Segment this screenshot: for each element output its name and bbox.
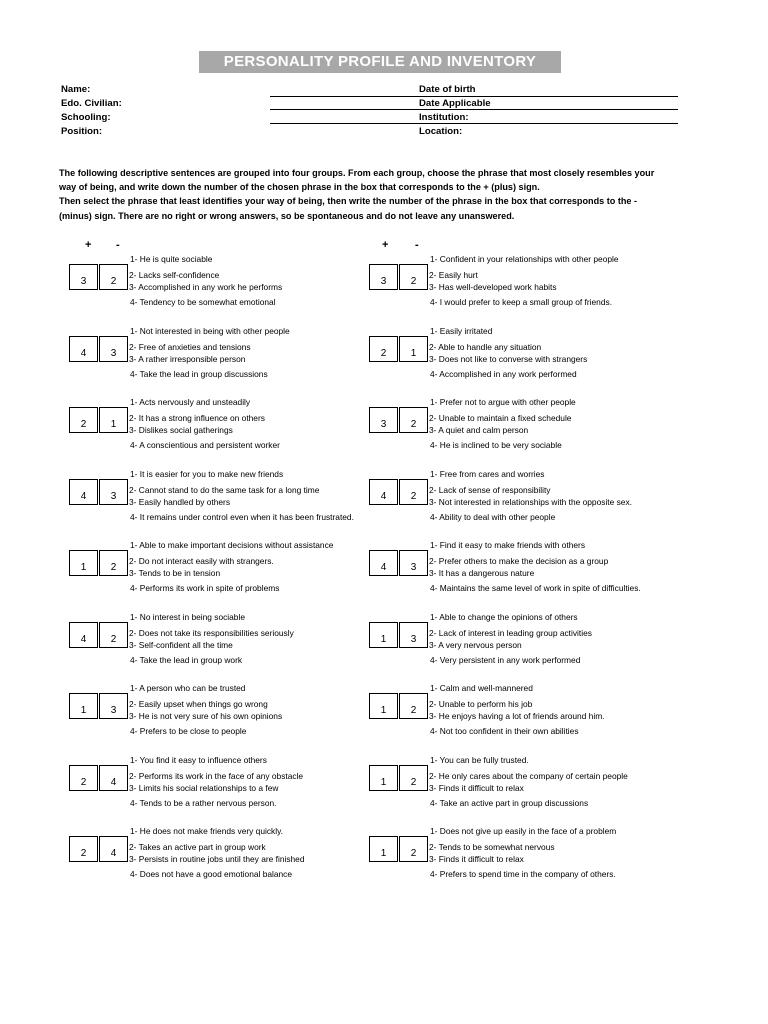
phrase-option: 3- Limits his social relationships to a few bbox=[129, 782, 279, 793]
phrase-option: 3- Not interested in relationships with the opposite sex. bbox=[429, 496, 632, 507]
phrase-option: 1- Prefer not to argue with other people bbox=[430, 397, 576, 407]
phrase-option: 4- Take the lead in group discussions bbox=[130, 368, 268, 379]
minus-answer-box[interactable]: 4 bbox=[99, 836, 128, 862]
plus-answer-box[interactable]: 1 bbox=[369, 836, 398, 862]
field-underline bbox=[270, 123, 678, 124]
phrase-option: 2- Prefer others to make the decision as a group bbox=[429, 556, 609, 566]
phrase-option: 4- Prefers to be close to people bbox=[130, 726, 247, 736]
phrase-option: 2- Lack of sense of responsibility bbox=[429, 484, 551, 495]
name-label: Name: bbox=[61, 84, 91, 95]
question-group bbox=[69, 469, 369, 533]
phrase-option: 3- Easily handled by others bbox=[129, 496, 231, 507]
minus-answer-box[interactable]: 2 bbox=[99, 264, 128, 290]
phrase-option: 1- Free from cares and worries bbox=[430, 468, 545, 479]
plus-header: + bbox=[85, 239, 92, 251]
phrase-option: 1- A person who can be trusted bbox=[130, 683, 246, 693]
plus-answer-box[interactable]: 4 bbox=[69, 479, 98, 505]
phrase-option: 2- Unable to perform his job bbox=[429, 699, 533, 709]
minus-answer-box[interactable]: 2 bbox=[399, 407, 428, 433]
instructions bbox=[59, 166, 689, 223]
instructions-line: The following descriptive sentences are grouped into four groups. From each group, choose the phrase that most closely resembles your bbox=[59, 168, 655, 178]
page-title: PERSONALITY PROFILE AND INVENTORY bbox=[199, 51, 561, 73]
question-group bbox=[69, 683, 369, 747]
phrase-option: 4- Very persistent in any work performed bbox=[430, 654, 581, 665]
phrase-option: 1- Easily irritated bbox=[430, 325, 493, 336]
question-group bbox=[69, 755, 369, 819]
phrase-option: 2- Able to handle any situation bbox=[429, 341, 542, 352]
plus-answer-box[interactable]: 3 bbox=[369, 407, 398, 433]
minus-answer-box[interactable]: 1 bbox=[99, 407, 128, 433]
question-group bbox=[369, 397, 669, 461]
plus-answer-box[interactable]: 4 bbox=[369, 550, 398, 576]
question-group bbox=[69, 397, 369, 461]
plus-answer-box[interactable]: 1 bbox=[369, 622, 398, 648]
phrase-option: 2- Cannot stand to do the same task for a long time bbox=[129, 484, 320, 495]
phrase-option: 1- Not interested in being with other people bbox=[130, 325, 290, 336]
instructions-line: Then select the phrase that least identifies your way of being, then write the number of the phrase in the box that corresponds to the - bbox=[59, 196, 638, 207]
phrase-option: 1- He does not make friends very quickly. bbox=[130, 826, 283, 836]
institution-label: Institution: bbox=[419, 112, 469, 123]
phrase-option: 4- Accomplished in any work performed bbox=[430, 368, 577, 379]
phrase-option: 2- Lack of interest in leading group activities bbox=[429, 627, 592, 638]
date-applicable-label: Date Applicable bbox=[419, 98, 491, 109]
question-group bbox=[369, 540, 669, 604]
minus-answer-box[interactable]: 2 bbox=[399, 264, 428, 290]
question-group bbox=[69, 540, 369, 604]
question-group bbox=[369, 826, 669, 890]
instructions-line: way of being, and write down the number of the chosen phrase in the box that corresponds to the + (plus) sign. bbox=[59, 182, 540, 193]
phrase-option: 2- Does not take its responsibilities seriously bbox=[129, 627, 294, 638]
phrase-option: 3- A very nervous person bbox=[429, 639, 522, 650]
minus-answer-box[interactable]: 3 bbox=[99, 479, 128, 505]
plus-answer-box[interactable]: 2 bbox=[69, 407, 98, 433]
question-group bbox=[369, 326, 669, 390]
phrase-option: 1- Calm and well-mannered bbox=[430, 683, 533, 693]
question-group bbox=[69, 326, 369, 390]
plus-answer-box[interactable]: 1 bbox=[69, 693, 98, 719]
question-group bbox=[69, 612, 369, 676]
plus-answer-box[interactable]: 4 bbox=[369, 479, 398, 505]
phrase-option: 4- I would prefer to keep a small group of friends. bbox=[430, 297, 613, 307]
plus-answer-box[interactable]: 1 bbox=[369, 765, 398, 791]
phrase-option: 2- Easily hurt bbox=[429, 270, 478, 280]
minus-answer-box[interactable]: 2 bbox=[399, 693, 428, 719]
phrase-option: 3- Tends to be in tension bbox=[129, 568, 221, 578]
phrase-option: 4- Performs its work in spite of problems bbox=[130, 583, 280, 593]
phrase-option: 4- Tendency to be somewhat emotional bbox=[130, 297, 276, 307]
question-group bbox=[369, 469, 669, 533]
minus-answer-box[interactable]: 2 bbox=[399, 479, 428, 505]
phrase-option: 4- Maintains the same level of work in spite of difficulties. bbox=[430, 583, 641, 593]
phrase-option: 3- Finds it difficult to relax bbox=[429, 782, 524, 793]
phrase-option: 3- He is not very sure of his own opinions bbox=[129, 711, 283, 721]
phrase-option: 1- Find it easy to make friends with others bbox=[430, 540, 586, 550]
minus-answer-box[interactable]: 3 bbox=[399, 550, 428, 576]
phrase-option: 3- A quiet and calm person bbox=[429, 425, 529, 435]
phrase-option: 2- Free of anxieties and tensions bbox=[129, 341, 251, 352]
phrase-option: 1- Confident in your relationships with other people bbox=[430, 254, 619, 264]
phrase-option: 1- You find it easy to influence others bbox=[130, 754, 267, 765]
phrase-option: 3- Has well-developed work habits bbox=[429, 282, 557, 292]
question-group bbox=[369, 683, 669, 747]
phrase-option: 1- Able to make important decisions without assistance bbox=[130, 540, 334, 550]
minus-answer-box[interactable]: 2 bbox=[99, 550, 128, 576]
phrase-option: 1- Acts nervously and unsteadily bbox=[130, 397, 251, 407]
phrase-option: 4- Tends to be a rather nervous person. bbox=[130, 797, 277, 808]
minus-answer-box[interactable]: 3 bbox=[399, 622, 428, 648]
phrase-option: 3- Self-confident all the time bbox=[129, 639, 233, 650]
phrase-option: 2- Tends to be somewhat nervous bbox=[429, 842, 555, 852]
phrase-option: 3- Does not like to converse with strangers bbox=[429, 353, 588, 364]
plus-answer-box[interactable]: 4 bbox=[69, 336, 98, 362]
instructions-line: (minus) sign. There are no right or wrong answers, so be spontaneous and do not leave any unanswered. bbox=[59, 210, 515, 221]
phrase-option: 4- A conscientious and persistent worker bbox=[130, 440, 280, 450]
phrase-option: 2- Performs its work in the face of any obstacle bbox=[129, 770, 304, 781]
question-group bbox=[369, 612, 669, 676]
phrase-option: 4- Ability to deal with other people bbox=[430, 511, 556, 522]
plus-answer-box[interactable]: 1 bbox=[369, 693, 398, 719]
plus-answer-box[interactable]: 2 bbox=[69, 765, 98, 791]
civil-status-label: Edo. Civilian: bbox=[61, 98, 122, 109]
phrase-option: 3- He enjoys having a lot of friends around him. bbox=[429, 711, 605, 721]
schooling-label: Schooling: bbox=[61, 112, 111, 123]
phrase-option: 2- Easily upset when things go wrong bbox=[129, 699, 268, 709]
phrase-option: 2- It has a strong influence on others bbox=[129, 413, 265, 423]
phrase-option: 2- Unable to maintain a fixed schedule bbox=[429, 413, 572, 423]
phrase-option: 4- Take an active part in group discussions bbox=[430, 797, 589, 808]
phrase-option: 2- Lacks self-confidence bbox=[129, 270, 220, 280]
phrase-option: 1- Able to change the opinions of others bbox=[430, 611, 578, 622]
minus-header: - bbox=[415, 239, 419, 251]
field-underline bbox=[270, 96, 678, 97]
plus-answer-box[interactable]: 1 bbox=[69, 550, 98, 576]
plus-answer-box[interactable]: 4 bbox=[69, 622, 98, 648]
date-of-birth-label: Date of birth bbox=[419, 84, 476, 95]
position-label: Position: bbox=[61, 126, 103, 137]
phrase-option: 4- It remains under control even when it has been frustrated. bbox=[130, 511, 354, 522]
plus-answer-box[interactable]: 3 bbox=[69, 264, 98, 290]
phrase-option: 3- Accomplished in any work he performs bbox=[129, 282, 283, 292]
plus-answer-box[interactable]: 2 bbox=[69, 836, 98, 862]
phrase-option: 2- Do not interact easily with strangers. bbox=[129, 556, 274, 566]
phrase-option: 3- Dislikes social gatherings bbox=[129, 425, 233, 435]
question-group bbox=[69, 826, 369, 890]
phrase-option: 4- Not too confident in their own abilities bbox=[430, 726, 579, 736]
question-group bbox=[369, 254, 669, 318]
phrase-option: 1- Does not give up easily in the face of a problem bbox=[430, 826, 617, 836]
plus-header: + bbox=[382, 239, 389, 251]
phrase-option: 3- It has a dangerous nature bbox=[429, 568, 535, 578]
phrase-option: 4- Take the lead in group work bbox=[130, 654, 243, 665]
minus-answer-box[interactable]: 2 bbox=[399, 765, 428, 791]
minus-answer-box[interactable]: 1 bbox=[399, 336, 428, 362]
phrase-option: 1- You can be fully trusted. bbox=[430, 754, 529, 765]
phrase-option: 1- No interest in being sociable bbox=[130, 611, 245, 622]
phrase-option: 4- Does not have a good emotional balance bbox=[130, 869, 293, 879]
phrase-option: 2- Takes an active part in group work bbox=[129, 842, 266, 852]
phrase-option: 3- A rather irresponsible person bbox=[129, 353, 246, 364]
phrase-option: 2- He only cares about the company of certain people bbox=[429, 770, 628, 781]
location-label: Location: bbox=[419, 126, 463, 137]
phrase-option: 4- Prefers to spend time in the company of others. bbox=[430, 869, 616, 879]
minus-answer-box[interactable]: 3 bbox=[99, 693, 128, 719]
minus-header: - bbox=[116, 239, 120, 251]
minus-answer-box[interactable]: 3 bbox=[99, 336, 128, 362]
field-underline bbox=[270, 109, 678, 110]
minus-answer-box[interactable]: 4 bbox=[99, 765, 128, 791]
phrase-option: 4- He is inclined to be very sociable bbox=[430, 440, 562, 450]
phrase-option: 3- Persists in routine jobs until they are finished bbox=[129, 854, 305, 864]
phrase-option: 3- Finds it difficult to relax bbox=[429, 854, 524, 864]
minus-answer-box[interactable]: 2 bbox=[399, 836, 428, 862]
plus-answer-box[interactable]: 3 bbox=[369, 264, 398, 290]
plus-answer-box[interactable]: 2 bbox=[369, 336, 398, 362]
phrase-option: 1- He is quite sociable bbox=[130, 254, 213, 264]
question-group bbox=[69, 254, 369, 318]
minus-answer-box[interactable]: 2 bbox=[99, 622, 128, 648]
question-group bbox=[369, 755, 669, 819]
phrase-option: 1- It is easier for you to make new friends bbox=[130, 468, 284, 479]
